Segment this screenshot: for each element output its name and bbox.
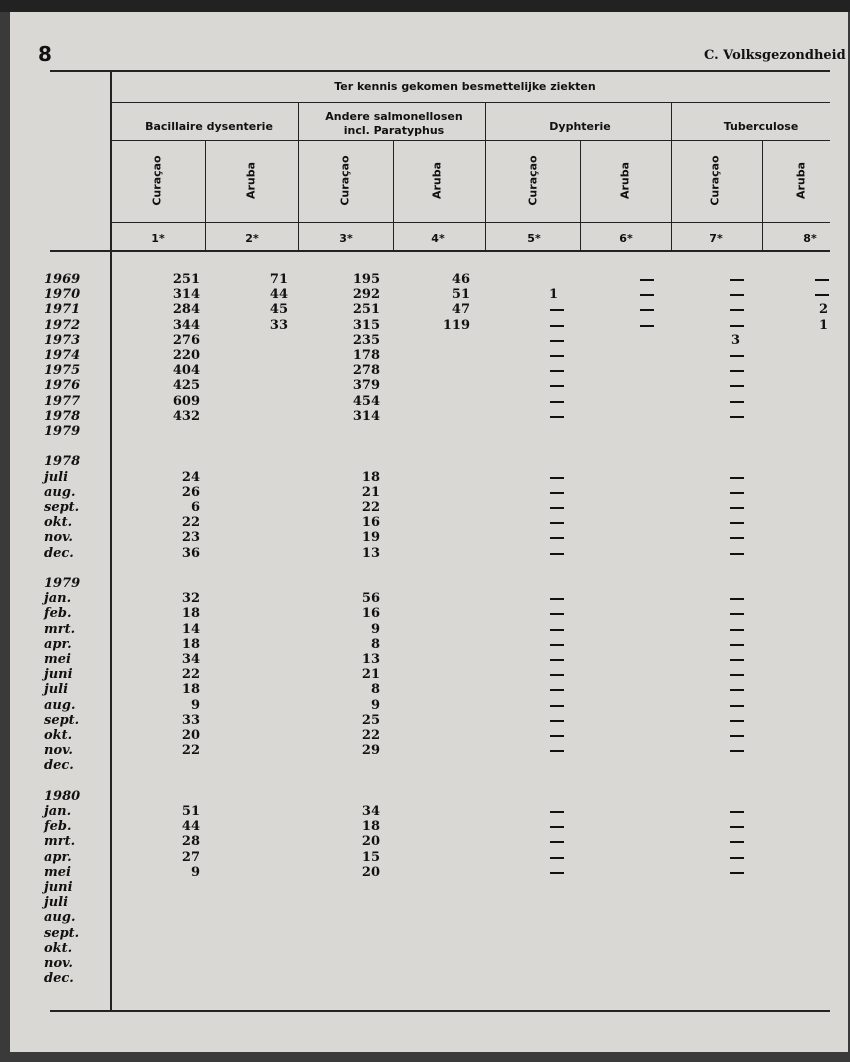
group-rule bbox=[110, 140, 830, 141]
nil-dash bbox=[730, 355, 744, 357]
row-label: feb. bbox=[44, 606, 72, 622]
group-salmonellosen-2: incl. Paratyphus bbox=[343, 124, 445, 137]
row-label: mrt. bbox=[44, 621, 76, 637]
nil-dash bbox=[730, 401, 744, 403]
row-label: 1976 bbox=[44, 378, 81, 394]
row-label: okt. bbox=[44, 515, 73, 531]
row-label: 1974 bbox=[44, 348, 81, 363]
nil-dash bbox=[730, 659, 744, 661]
row-label: apr. bbox=[44, 636, 72, 652]
nil-dash bbox=[550, 720, 564, 722]
row-label: apr. bbox=[44, 849, 72, 865]
nil-dash bbox=[550, 674, 564, 676]
table-cell: 8 bbox=[370, 636, 380, 652]
table-cell: 28 bbox=[181, 834, 200, 850]
row-label: mrt. bbox=[44, 834, 76, 850]
table-cell: 220 bbox=[172, 348, 200, 363]
nil-dash bbox=[730, 309, 744, 311]
nil-dash bbox=[730, 553, 744, 555]
table-cell: 314 bbox=[352, 408, 380, 424]
nil-dash bbox=[550, 325, 564, 327]
row-label: okt. bbox=[44, 728, 73, 743]
row-label: 1980 bbox=[44, 788, 81, 804]
nil-dash bbox=[550, 309, 564, 311]
col-number-6: 6* bbox=[619, 232, 633, 245]
nil-dash bbox=[550, 644, 564, 646]
col-header-7: Curaçao bbox=[708, 155, 722, 206]
col-header-4: Aruba bbox=[430, 161, 444, 200]
row-label: 1970 bbox=[44, 287, 81, 303]
table-cell: 6 bbox=[190, 500, 200, 515]
nil-dash bbox=[550, 507, 564, 509]
col-header-2: Aruba bbox=[244, 161, 258, 200]
col-header-6: Aruba bbox=[618, 161, 632, 200]
nil-dash bbox=[550, 537, 564, 539]
nil-dash bbox=[730, 477, 744, 479]
row-label: dec. bbox=[44, 545, 74, 561]
table-cell: 36 bbox=[181, 545, 200, 561]
row-label: juni bbox=[44, 667, 73, 683]
row-label: feb. bbox=[44, 819, 72, 835]
row-label: juli bbox=[44, 469, 69, 485]
table-cell: 18 bbox=[181, 682, 200, 698]
table-cell: 18 bbox=[181, 636, 200, 652]
table-cell: 251 bbox=[172, 272, 200, 287]
table-cell: 314 bbox=[172, 287, 200, 303]
table-cell: 20 bbox=[181, 728, 200, 743]
nil-dash bbox=[730, 705, 744, 707]
nil-dash bbox=[550, 811, 564, 813]
table-cell: 34 bbox=[361, 804, 380, 819]
col-number-5: 5* bbox=[527, 232, 541, 245]
group-tuberculose: Tuberculose bbox=[723, 120, 799, 133]
nil-dash bbox=[550, 705, 564, 707]
col-header-3: Curaçao bbox=[338, 155, 352, 206]
table-cell: 44 bbox=[269, 287, 288, 303]
row-label: okt. bbox=[44, 940, 73, 956]
table-cell: 26 bbox=[181, 484, 200, 500]
group-bacillaire: Bacillaire dysenterie bbox=[145, 120, 273, 133]
row-label: 1975 bbox=[44, 363, 81, 379]
nil-dash bbox=[730, 507, 744, 509]
row-label: sept. bbox=[44, 500, 80, 515]
table-cell: 51 bbox=[181, 804, 200, 819]
table-cell: 21 bbox=[361, 484, 380, 500]
nil-dash bbox=[550, 613, 564, 615]
group-dyphterie: Dyphterie bbox=[549, 120, 611, 133]
nil-dash bbox=[640, 279, 654, 281]
table-cell: 16 bbox=[361, 515, 380, 531]
row-label: nov. bbox=[44, 956, 73, 971]
nil-dash bbox=[730, 811, 744, 813]
table-cell: 27 bbox=[181, 849, 200, 865]
nil-dash bbox=[730, 279, 744, 281]
table-cell: 344 bbox=[172, 317, 200, 333]
row-label: 1973 bbox=[44, 332, 81, 348]
document-page bbox=[10, 12, 848, 1052]
col-header-8: Aruba bbox=[794, 161, 808, 200]
col-rule bbox=[580, 140, 581, 250]
nil-dash bbox=[550, 553, 564, 555]
table-cell: 119 bbox=[442, 317, 470, 333]
table-cell: 22 bbox=[181, 515, 200, 531]
table-cell: 379 bbox=[352, 378, 380, 394]
col-rule bbox=[762, 140, 763, 250]
column-number-rule bbox=[110, 222, 830, 223]
page-number: 8 bbox=[38, 42, 52, 66]
row-label: juli bbox=[44, 682, 69, 698]
table-cell: 14 bbox=[181, 621, 200, 637]
table-cell: 22 bbox=[181, 667, 200, 683]
table-cell: 276 bbox=[172, 332, 200, 348]
row-label: jan. bbox=[44, 591, 72, 607]
nil-dash bbox=[730, 370, 744, 372]
nil-dash bbox=[730, 522, 744, 524]
table-cell: 71 bbox=[269, 272, 288, 287]
table-cell: 1 bbox=[548, 287, 558, 303]
col-header-5: Curaçao bbox=[526, 155, 540, 206]
table-cell: 20 bbox=[361, 834, 380, 850]
table-cell: 9 bbox=[190, 697, 200, 713]
col-number-4: 4* bbox=[431, 232, 445, 245]
col-number-2: 2* bbox=[245, 232, 259, 245]
nil-dash bbox=[550, 735, 564, 737]
nil-dash bbox=[730, 720, 744, 722]
table-cell: 425 bbox=[172, 378, 200, 394]
table-cell: 44 bbox=[181, 819, 200, 835]
row-label: sept. bbox=[44, 712, 80, 728]
nil-dash bbox=[550, 477, 564, 479]
heading-rule bbox=[110, 102, 830, 103]
col-number-1: 1* bbox=[151, 232, 165, 245]
table-cell: 235 bbox=[352, 332, 380, 348]
nil-dash bbox=[550, 750, 564, 752]
table-cell: 9 bbox=[190, 864, 200, 880]
row-label: 1979 bbox=[44, 424, 81, 439]
table-cell: 56 bbox=[361, 591, 380, 607]
table-cell: 18 bbox=[361, 819, 380, 835]
nil-dash bbox=[550, 340, 564, 342]
row-label: juni bbox=[44, 880, 73, 895]
row-label: nov. bbox=[44, 530, 73, 546]
row-label: 1978 bbox=[44, 454, 81, 470]
nil-dash bbox=[815, 294, 829, 296]
row-label: 1972 bbox=[44, 317, 81, 333]
table-cell: 20 bbox=[361, 864, 380, 880]
top-rule bbox=[50, 70, 830, 72]
nil-dash bbox=[730, 857, 744, 859]
row-label: 1969 bbox=[44, 272, 81, 287]
nil-dash bbox=[550, 857, 564, 859]
table-cell: 13 bbox=[361, 545, 380, 561]
row-label: 1977 bbox=[44, 393, 81, 409]
row-label: sept. bbox=[44, 925, 80, 941]
table-cell: 24 bbox=[181, 469, 200, 485]
section-title: C. Volksgezondheid bbox=[704, 48, 846, 63]
table-cell: 47 bbox=[451, 302, 470, 318]
table-cell: 13 bbox=[361, 652, 380, 667]
row-label: aug. bbox=[44, 910, 76, 926]
row-label: 1978 bbox=[44, 408, 81, 424]
nil-dash bbox=[730, 537, 744, 539]
table-cell: 251 bbox=[352, 302, 380, 318]
nil-dash bbox=[550, 629, 564, 631]
row-label: aug. bbox=[44, 484, 76, 500]
nil-dash bbox=[730, 826, 744, 828]
table-cell: 315 bbox=[352, 317, 380, 333]
table-cell: 2 bbox=[818, 302, 828, 318]
table-cell: 46 bbox=[451, 272, 470, 287]
nil-dash bbox=[550, 385, 564, 387]
nil-dash bbox=[550, 355, 564, 357]
table-cell: 25 bbox=[361, 712, 380, 728]
row-label: aug. bbox=[44, 697, 76, 713]
row-label: 1971 bbox=[44, 302, 81, 318]
nil-dash bbox=[730, 735, 744, 737]
table-cell: 9 bbox=[370, 697, 380, 713]
table-cell: 15 bbox=[361, 849, 380, 865]
nil-dash bbox=[730, 613, 744, 615]
table-cell: 29 bbox=[361, 743, 380, 759]
scan-top-edge bbox=[0, 0, 850, 12]
nil-dash bbox=[550, 872, 564, 874]
nil-dash bbox=[815, 279, 829, 281]
row-label: dec. bbox=[44, 971, 74, 987]
table-cell: 454 bbox=[352, 393, 380, 409]
nil-dash bbox=[640, 309, 654, 311]
table-cell: 609 bbox=[172, 393, 200, 409]
row-label: dec. bbox=[44, 758, 74, 774]
col-rule bbox=[205, 140, 206, 250]
row-label: juli bbox=[44, 895, 69, 911]
row-label: jan. bbox=[44, 804, 72, 819]
col-rule bbox=[393, 140, 394, 250]
table-cell: 1 bbox=[818, 317, 828, 333]
nil-dash bbox=[730, 385, 744, 387]
table-cell: 34 bbox=[181, 652, 200, 667]
nil-dash bbox=[730, 841, 744, 843]
nil-dash bbox=[550, 689, 564, 691]
table-cell: 22 bbox=[361, 728, 380, 743]
row-label: mei bbox=[44, 652, 71, 667]
table-cell: 45 bbox=[269, 302, 288, 318]
table-cell: 284 bbox=[172, 302, 200, 318]
nil-dash bbox=[730, 598, 744, 600]
header-bottom-rule bbox=[50, 250, 830, 252]
nil-dash bbox=[730, 689, 744, 691]
col-number-3: 3* bbox=[339, 232, 353, 245]
row-label: 1979 bbox=[44, 576, 81, 591]
nil-dash bbox=[730, 294, 744, 296]
table-cell: 32 bbox=[181, 591, 200, 607]
col-rule bbox=[485, 102, 486, 250]
table-cell: 33 bbox=[269, 317, 288, 333]
table-cell: 278 bbox=[352, 363, 380, 379]
nil-dash bbox=[550, 826, 564, 828]
main-heading: Ter kennis gekomen besmettelijke ziekten bbox=[334, 80, 596, 93]
table-cell: 21 bbox=[361, 667, 380, 683]
nil-dash bbox=[730, 644, 744, 646]
nil-dash bbox=[550, 370, 564, 372]
table-cell: 432 bbox=[172, 408, 200, 424]
nil-dash bbox=[550, 401, 564, 403]
table-cell: 51 bbox=[451, 287, 470, 303]
row-label: nov. bbox=[44, 743, 73, 759]
table-cell: 22 bbox=[361, 500, 380, 515]
nil-dash bbox=[550, 522, 564, 524]
nil-dash bbox=[730, 629, 744, 631]
nil-dash bbox=[730, 872, 744, 874]
table-cell: 195 bbox=[352, 272, 380, 287]
table-cell: 19 bbox=[361, 530, 380, 546]
table-cell: 9 bbox=[370, 621, 380, 637]
group-salmonellosen-1: Andere salmonellosen bbox=[325, 110, 463, 123]
nil-dash bbox=[550, 659, 564, 661]
nil-dash bbox=[550, 492, 564, 494]
nil-dash bbox=[640, 325, 654, 327]
col-rule bbox=[671, 102, 672, 250]
nil-dash bbox=[730, 492, 744, 494]
col-number-7: 7* bbox=[709, 232, 723, 245]
nil-dash bbox=[730, 750, 744, 752]
table-cell: 178 bbox=[352, 348, 380, 363]
table-cell: 292 bbox=[352, 287, 380, 303]
nil-dash bbox=[730, 416, 744, 418]
col-rule bbox=[298, 102, 299, 250]
col-number-8: 8* bbox=[803, 232, 817, 245]
table-cell: 22 bbox=[181, 743, 200, 759]
nil-dash bbox=[640, 294, 654, 296]
table-cell: 3 bbox=[730, 332, 740, 348]
table-cell: 404 bbox=[172, 363, 200, 379]
table-cell: 16 bbox=[361, 606, 380, 622]
nil-dash bbox=[730, 325, 744, 327]
nil-dash bbox=[730, 674, 744, 676]
table-cell: 8 bbox=[370, 682, 380, 698]
col-header-1: Curaçao bbox=[150, 155, 164, 206]
nil-dash bbox=[550, 598, 564, 600]
nil-dash bbox=[550, 841, 564, 843]
table-cell: 33 bbox=[181, 712, 200, 728]
bottom-rule bbox=[50, 1010, 830, 1012]
row-label: mei bbox=[44, 864, 71, 880]
nil-dash bbox=[550, 416, 564, 418]
table-cell: 18 bbox=[361, 469, 380, 485]
table-cell: 18 bbox=[181, 606, 200, 622]
table-cell: 23 bbox=[181, 530, 200, 546]
